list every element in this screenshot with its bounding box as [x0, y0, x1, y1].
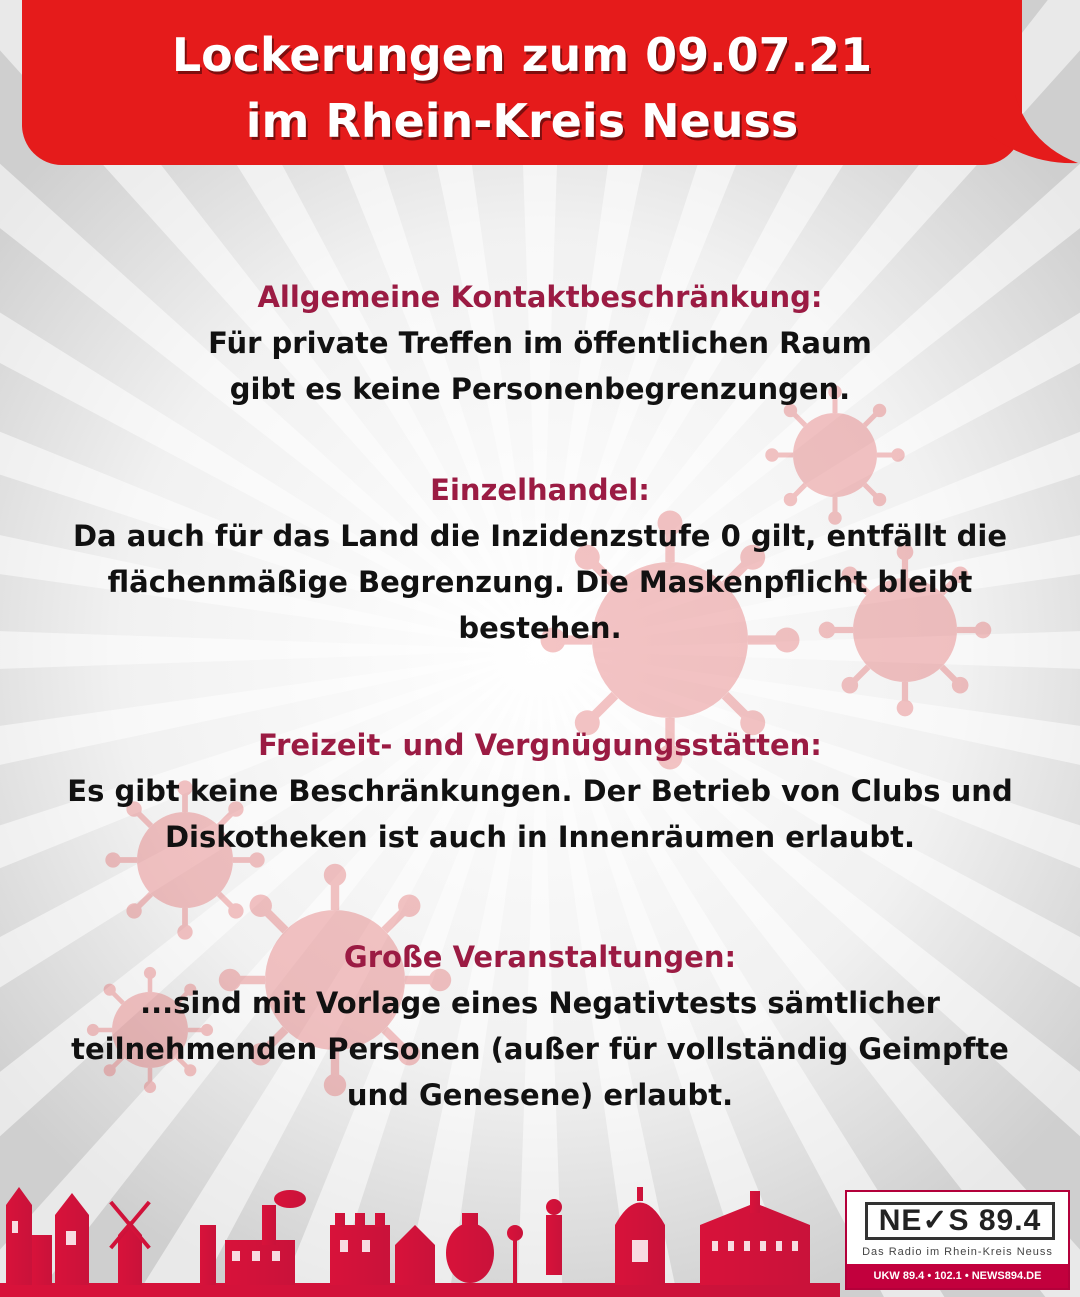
section-line: Da auch für das Land die Inzidenzstufe 0 gilt, entfällt die [72, 519, 1008, 553]
section-line: flächenmäßige Begrenzung. Die Maskenpflicht bleibt [107, 565, 973, 599]
section-leisure [10, 722, 1070, 860]
city-skyline [0, 1185, 840, 1297]
logo-brand: NE✓S 89.4 [865, 1202, 1055, 1240]
section-line: Es gibt keine Beschränkungen. Der Betrieb von Clubs und [67, 774, 1013, 808]
logo-tagline: Das Radio im Rhein-Kreis Neuss [862, 1246, 1053, 1258]
section-events [10, 934, 1070, 1118]
section-line: teilnehmenden Personen (außer für vollständig Geimpfte [71, 1032, 1009, 1066]
section-heading: Große Veranstaltungen: [343, 940, 737, 974]
section-heading: Einzelhandel: [430, 473, 650, 507]
section-line: gibt es keine Personenbegrenzungen. [229, 372, 851, 406]
section-line: Für private Treffen im öffentlichen Raum [208, 326, 872, 360]
logo-frequencies: UKW 89.4 • 102.1 • NEWS894.DE [847, 1264, 1068, 1288]
section-retail [10, 467, 1070, 651]
title-line-1: Lockerungen zum 09.07.21 [171, 28, 873, 82]
section-line: und Genesene) erlaubt. [346, 1078, 734, 1112]
section-line: ...sind mit Vorlage eines Negativtests sämtlicher [140, 986, 940, 1020]
section-heading: Allgemeine Kontaktbeschränkung: [257, 280, 823, 314]
section-heading: Freizeit- und Vergnügungsstätten: [258, 728, 822, 762]
section-line: bestehen. [458, 611, 622, 645]
section-contact [10, 274, 1070, 412]
page-title [22, 22, 1022, 154]
section-line: Diskotheken ist auch in Innenräumen erlaubt. [164, 820, 916, 854]
title-line-2: im Rhein-Kreis Neuss [245, 94, 799, 148]
radio-logo [845, 1190, 1070, 1290]
